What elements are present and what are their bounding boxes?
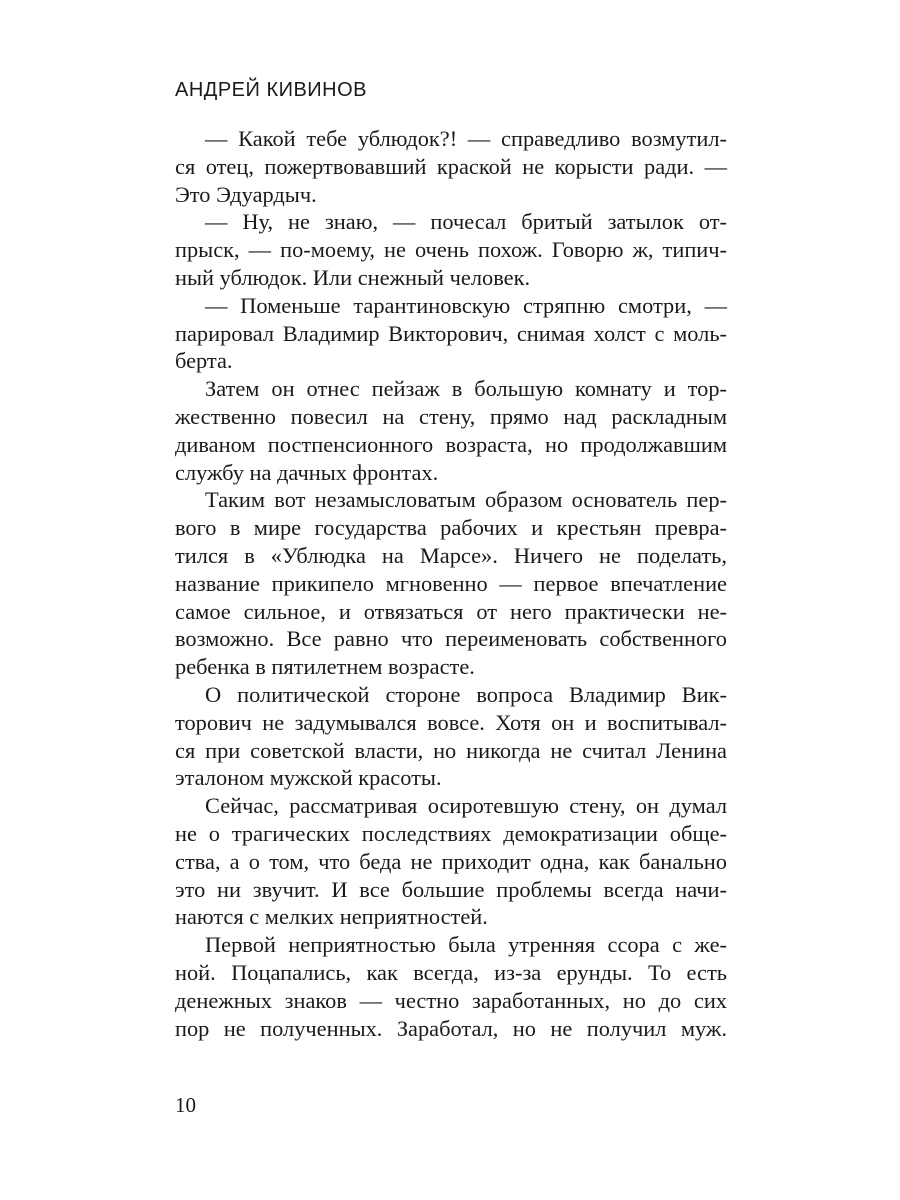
- text-line: — Ну, не знаю, — почесал бритый затылок от-: [205, 209, 727, 235]
- text-line: О политической стороне вопроса Владимир Вик-: [205, 681, 727, 707]
- text-line: ный ублюдок. Или снежный человек.: [175, 264, 531, 290]
- text-line: — Какой тебе ублюдок?! — справедливо возмутил-: [205, 126, 727, 151]
- text-line: Первой неприятностью была утренняя ссора с же-: [205, 932, 727, 958]
- text-line: ребенка в пятилетнем возрасте.: [175, 654, 475, 680]
- text-line: тился в «Ублюдка на Марсе». Ничего не поделать,: [175, 542, 727, 568]
- text-line: денежных знаков — честно заработанных, но до сих: [175, 987, 727, 1013]
- text-line: это ни звучит. И все большие проблемы всегда начи-: [175, 876, 727, 902]
- text-line: название прикипело мгновенно — первое впечатление: [175, 570, 727, 596]
- text-line: ся отец, пожертвовавший краской не корысти ради. —: [175, 153, 727, 179]
- text-line: диваном постпенсионного возраста, но продолжавшим: [175, 431, 727, 457]
- text-line: ства, а о том, что беда не приходит одна, как банально: [175, 848, 727, 874]
- body-text: [175, 125, 727, 1042]
- text-line: Это Эдуардыч.: [175, 181, 317, 207]
- text-line: ся при советской власти, но никогда не считал Ленина: [175, 737, 727, 763]
- paragraph: [175, 681, 727, 792]
- text-line: Сейчас, рассматривая осиротевшую стену, он думал: [205, 793, 727, 819]
- paragraph: [175, 792, 727, 931]
- text-line: самое сильное, и отвязаться от него практически не-: [175, 598, 727, 624]
- paragraph: [175, 931, 727, 1042]
- running-head: АНДРЕЙ КИВИНОВ: [175, 79, 368, 101]
- text-line: возможно. Все равно что переименовать собственного: [175, 626, 727, 652]
- paragraph: [175, 125, 727, 208]
- paragraph: [175, 208, 727, 291]
- text-line: наются с мелких неприятностей.: [175, 904, 488, 930]
- text-line: Затем он отнес пейзаж в большую комнату и тор-: [205, 376, 727, 402]
- text-line: не о трагических последствиях демократизации обще-: [175, 820, 727, 846]
- text-line: службу на дачных фронтах.: [175, 459, 439, 485]
- text-line: ной. Поцапались, как всегда, из-за ерунды. То есть: [175, 959, 727, 985]
- text-line: торович не задумывался вовсе. Хотя он и воспитывал-: [175, 709, 727, 735]
- paragraph: [175, 486, 727, 681]
- paragraph: [175, 292, 727, 375]
- text-line: берта.: [175, 348, 233, 374]
- text-line: прыск, — по-моему, не очень похож. Говорю ж, типич-: [175, 237, 727, 263]
- text-line: Таким вот незамысловатым образом основатель пер-: [205, 487, 727, 513]
- text-line: пор не полученных. Заработал, но не получил муж.: [175, 1015, 727, 1041]
- text-line: парировал Владимир Викторович, снимая холст с моль-: [175, 320, 727, 346]
- text-line: жественно повесил на стену, прямо над раскладным: [175, 403, 727, 429]
- text-line: эталоном мужской красоты.: [175, 765, 442, 791]
- page-number: 10: [175, 1093, 196, 1117]
- text-line: вого в мире государства рабочих и крестьян превра-: [175, 515, 727, 541]
- paragraph: [175, 375, 727, 486]
- text-line: — Поменьше тарантиновскую стряпню смотри, —: [205, 292, 727, 318]
